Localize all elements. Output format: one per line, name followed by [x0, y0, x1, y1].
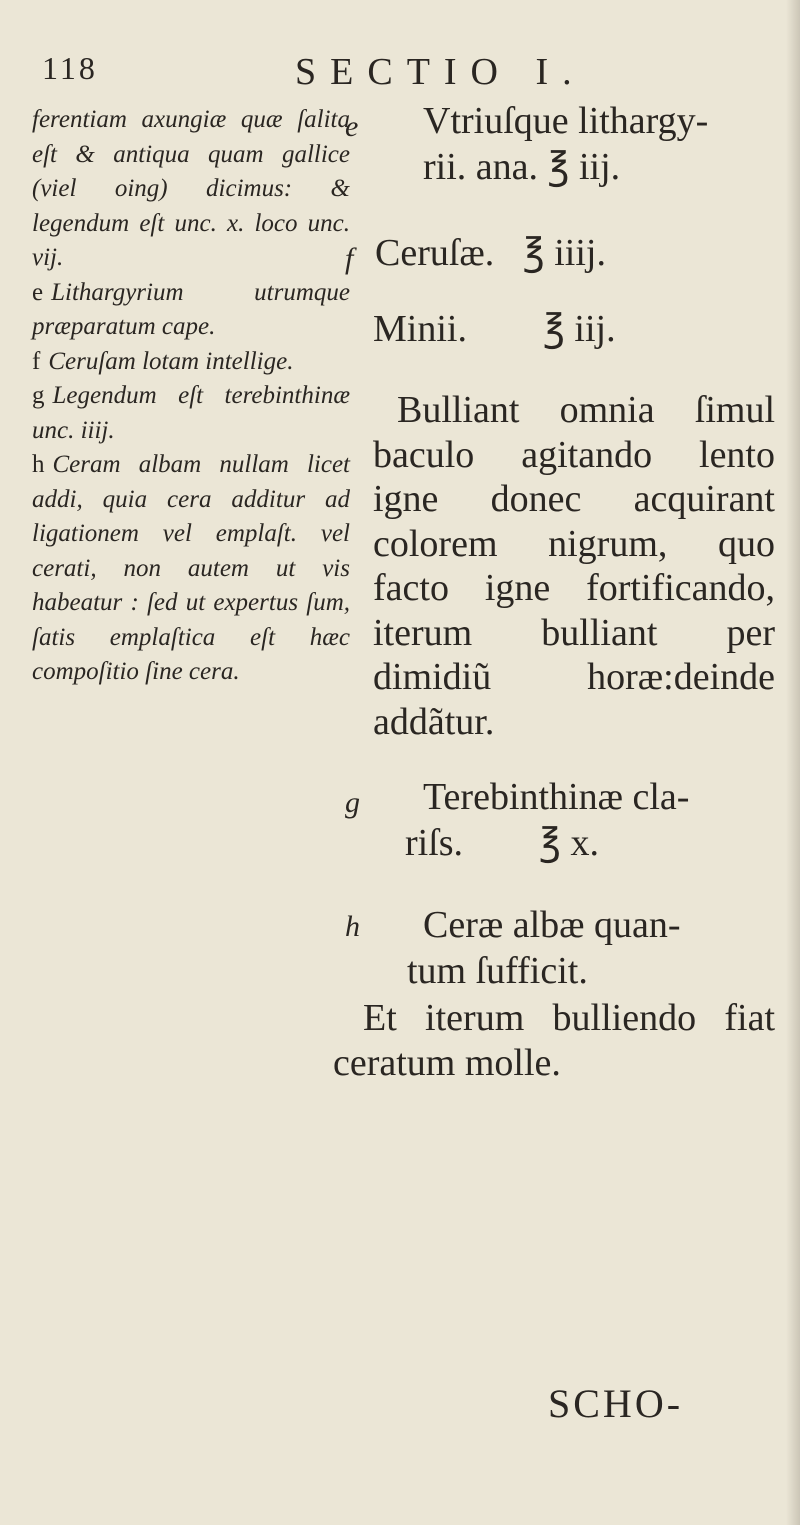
note-marker: f	[32, 347, 41, 375]
recipe-text-line: Ceruſæ. ℥ iiij.	[375, 232, 606, 274]
note-text: Ceruſam lotam intellige.	[48, 347, 294, 375]
marginal-notes	[32, 103, 350, 690]
recipe-line	[345, 774, 775, 820]
note-text: Legendum eſt terebinthinæ unc. iiij.	[32, 382, 350, 444]
recipe-line	[345, 948, 775, 994]
recipe-line	[345, 306, 775, 352]
running-title: SECTIO I.	[295, 51, 586, 93]
recipe-line	[345, 144, 775, 190]
recipe-text-line: Ceræ albæ quan-	[423, 904, 681, 946]
note-text: Lithargyrium utrumque præparatum cape.	[32, 278, 350, 340]
note-continuation	[32, 103, 350, 276]
page-number: 118	[42, 50, 98, 86]
recipe-text-line: riſs. ℥ x.	[405, 822, 600, 864]
page-header	[40, 50, 760, 100]
recipe-line	[345, 820, 775, 866]
recipe-marker-h: h	[345, 910, 360, 943]
recipe-text	[333, 98, 775, 1085]
recipe-text-line: rii. ana. ℥ iij.	[423, 146, 621, 188]
recipe-line	[345, 98, 775, 144]
recipe-text-line: Vtriuſque lithargy-	[423, 100, 709, 142]
recipe-marker-g: g	[345, 786, 360, 819]
page-edge-shadow	[786, 0, 800, 1525]
recipe-text-line: tum ſufficit.	[407, 950, 588, 992]
recipe-line	[345, 230, 775, 276]
note-e	[32, 276, 350, 345]
note-marker: h	[32, 451, 45, 478]
note-text: ferentiam axungiæ quæ ſalita eſt & antiqua quam gallice (viel oing) dicimus: & legendum eſt unc. x. loco unc. vij.	[32, 106, 350, 271]
recipe-text-line: Minii. ℥ iij.	[373, 308, 616, 350]
recipe-paragraph-final: Et iterum bulliendo fiat ceratum molle.	[333, 997, 775, 1084]
note-marker: e	[32, 278, 44, 306]
recipe-paragraph-boil: Bulliant omnia ſimul baculo agitando lento igne donec acquirant colorem nigrum, quo facto igne fortificando, iterum bulliant per dimidiũ horæ:deinde addãtur.	[373, 389, 775, 743]
note-h	[32, 448, 350, 690]
recipe-marker-f: f	[345, 242, 354, 275]
recipe-text-line: Terebinthinæ cla-	[423, 776, 690, 818]
recipe-marker-e: e	[345, 110, 359, 143]
catchword: SCHO-	[548, 1381, 684, 1426]
note-marker: g	[32, 382, 45, 409]
recipe-line	[345, 902, 775, 948]
note-f	[32, 345, 350, 380]
note-text: Ceram albam nullam licet addi, quia cera additur ad ligationem vel emplaſt. vel cerati, non autem ut vis habeatur : ſed ut expertus ſum, ſatis emplaſtica eſt hæc compoſitio ſine cera.	[32, 451, 350, 685]
note-g	[32, 379, 350, 448]
